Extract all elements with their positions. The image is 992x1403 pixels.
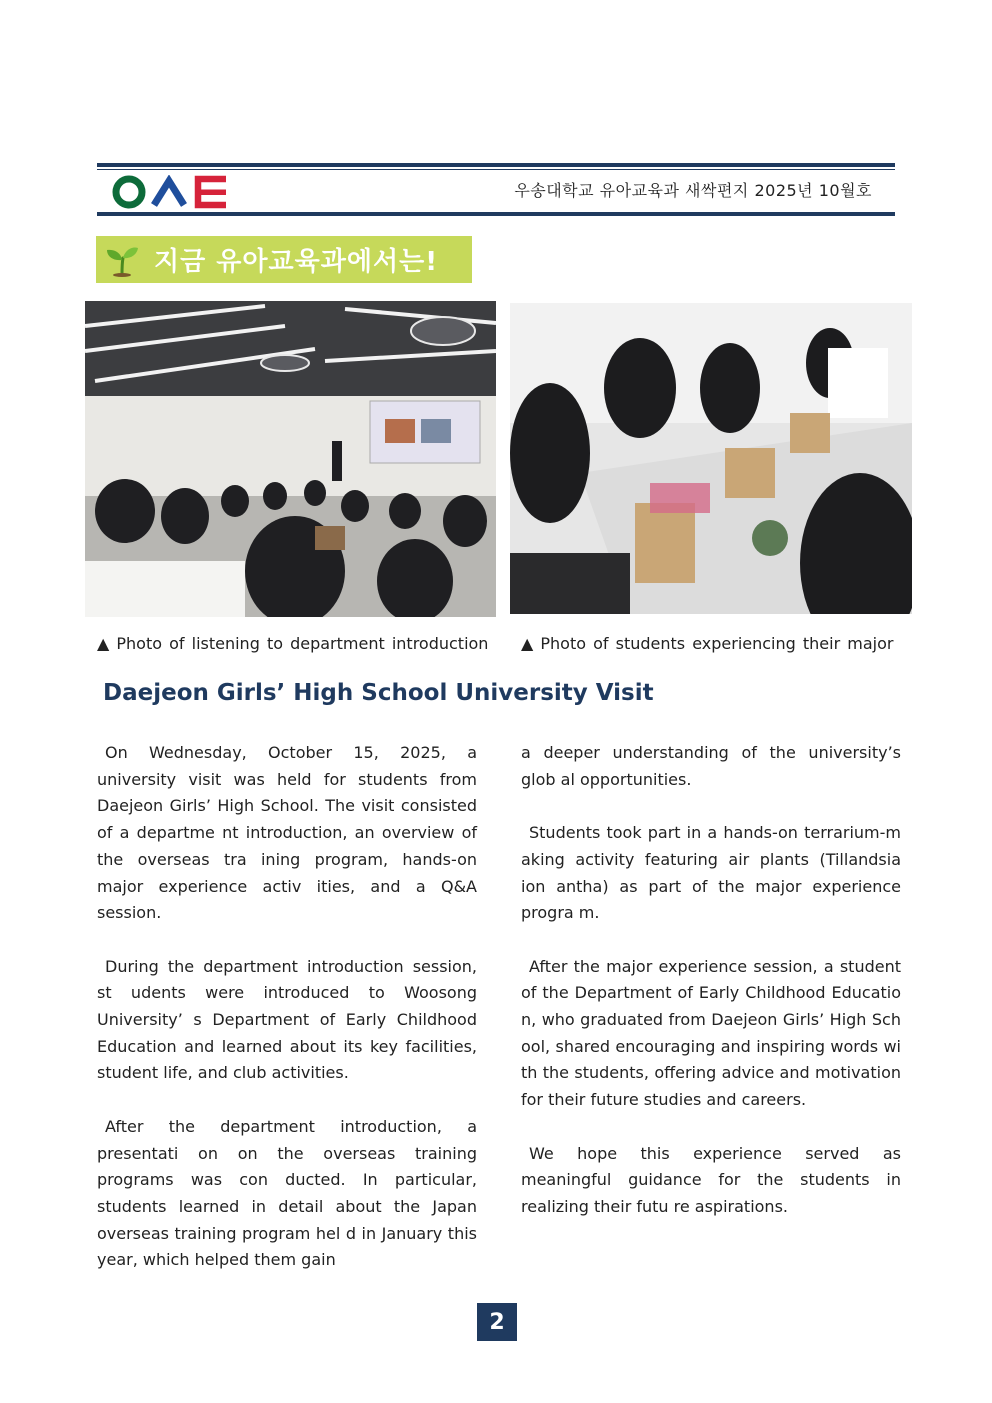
paragraph: On Wednesday, October 15, 2025, a university visit was held for students from Daejeon Girls’ High School. The visit consisted of a departme nt introduction, an overview of the overseas tra ining program, hands-on major experience activ ities, and a Q&A session. — [97, 743, 477, 923]
paragraph: a deeper understanding of the university’s glob al opportunities. — [521, 743, 901, 789]
photo-department-introduction — [85, 301, 496, 617]
wsd-logo-icon — [112, 175, 230, 209]
paragraph: After the major experience session, a student of the Department of Early Childhood Educatio n, who graduated from Daejeon Girls’ High Sch ool, shared encouraging and inspiring words wi th the students, offering advice and motivation for their future studies and careers. — [521, 956, 901, 1110]
paragraph: During the department introduction session, st udents were introduced to Woosong University’ s Department of Early Childhood Education and learned about its key facilities, student life, and club activities. — [97, 956, 477, 1083]
section-title: 지금 유아교육과에서는! — [154, 247, 439, 277]
paragraph: After the department introduction, a presentati on on the overseas training programs was con ducted. In particular, students learned in detail about the Japan overseas training program hel d in January this year, which helped them gain — [97, 1116, 477, 1270]
header-rule-top — [97, 163, 895, 167]
article-column-right — [521, 740, 901, 1247]
header-rule-bottom — [97, 212, 895, 216]
article-headline: Daejeon Girls’ High School University Visit — [103, 680, 654, 706]
section-banner — [96, 236, 472, 283]
paragraph: Students took part in a hands-on terrarium-m aking activity featuring air plants (Tillandsia ion antha) as part of the major experience progra m. — [521, 823, 901, 923]
photo-major-experience — [510, 303, 912, 614]
newsletter-title: 우송대학교 유아교육과 새싹편지 2025년 10월호 — [514, 181, 872, 200]
caption-right-photo: ▲ Photo of students experiencing their major — [521, 634, 894, 653]
paragraph: We hope this experience served as meaningful guidance for the students in realizing their futu re aspirations. — [521, 1143, 901, 1216]
page-number: 2 — [477, 1303, 517, 1341]
caption-left-photo: ▲ Photo of listening to department introduction — [97, 634, 489, 653]
article-column-left — [97, 740, 477, 1301]
header-rule-thin — [97, 169, 895, 170]
sprout-icon — [104, 243, 140, 277]
